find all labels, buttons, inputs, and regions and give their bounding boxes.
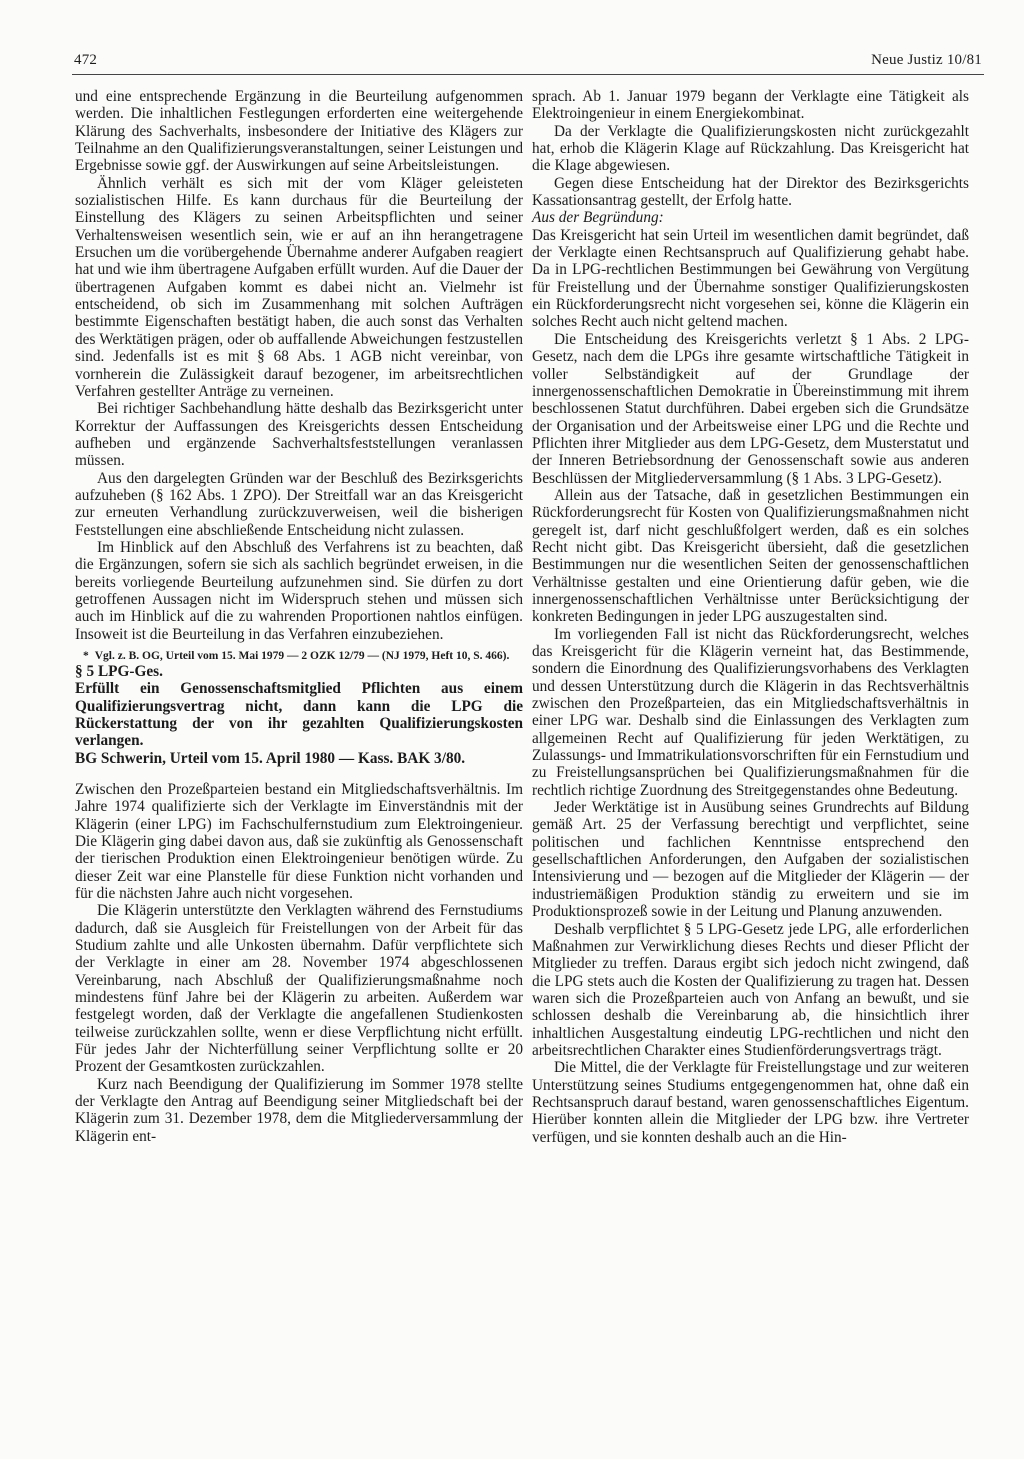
- paragraph: Im vorliegenden Fall ist nicht das Rückforderungsrecht, welches das Kreisgericht für die Klägerin verneint hat, das Bestimmende, sondern die Einordnung des Qualifizierungsvorhabens des Verklagten und dessen Unterstützung durch die Klägerin in das Rechtsverhältnis zwischen den Prozeßparteien, das ein Mitgliedschaftsverhältnis in einer LPG war. Deshalb sind die Einlassungen des Verklagten zum allgemeinen Recht auf Qualifizierung für jeden Werktätigen, zu Zulassungs- und Immatrikulationsvorschriften für ein Fernstudium und zu Freistellungsansprüchen bei Qualifizierungsmaßnahmen für die rechtlich richtige Zuordnung des Streitgegenstandes ohne Bedeutung.: [532, 625, 969, 799]
- paragraph: Die Entscheidung des Kreisgerichts verletzt § 1 Abs. 2 LPG-Gesetz, nach dem die LPGs ihre gesamte wirtschaftliche Tätigkeit in voller Selbständigkeit auf der Grundlage der innergenossenschaftlichen Demokratie in Übereinstimmung mit ihrem beschlossenen Statut durchführen. Dabei ergeben sich die Grundsätze der Organisation und der Arbeitsweise einer LPG und die Rechte und Pflichten ihrer Mitglieder aus dem LPG-Gesetz, dem Musterstatut und der Inneren Betriebsordnung der Genossenschaft sowie aus anderen Beschlüssen der Mitgliederversammlung (§ 1 Abs. 3 LPG-Gesetz).: [532, 330, 969, 487]
- case-paragraph: Kurz nach Beendigung der Qualifizierung im Sommer 1978 stellte der Verklagte den Antrag auf Beendigung seiner Mitgliedschaft bei der Klägerin zum 31. Dezember 1978, dem die Mitgliederversammlung der Klägerin ent-: [75, 1075, 523, 1145]
- case-citation: BG Schwerin, Urteil vom 15. April 1980 — Kass. BAK 3/80.: [75, 749, 466, 767]
- paragraph: Das Kreisgericht hat sein Urteil im wesentlichen damit begründet, daß der Verklagte einen Rechtsanspruch auf Qualifizierung gehabt habe. Da in LPG-rechtlichen Bestimmungen bei Gewährung von Vergütung für Freistellung und der Übernahme sonstiger Qualifizierungskosten ein Rückforderungsrecht nicht vorgesehen sei, könne die Klägerin ein solches Recht auch nicht geltend machen.: [532, 226, 969, 331]
- paragraph: Allein aus der Tatsache, daß in gesetzlichen Bestimmungen ein Rückforderungsrecht für Kosten von Qualifizierungsmaßnahmen nicht geregelt ist, darf nicht geschlußfolgert werden, daß es ein solches Recht nicht gibt. Das Kreisgericht übersieht, daß die gesetzlichen Bestimmungen nur die wesentlichen Seiten der genossenschaftlichen Verhältnisse gestalten und eine Orientierung dafür geben, wie die innergenossenschaftlichen Verhältnisse unter Berücksichtigung der konkreten Bedingungen in jeder LPG auszugestalten sind.: [532, 486, 969, 626]
- left-column: [75, 88, 523, 1145]
- right-column: [532, 88, 969, 1146]
- case-paragraph: Zwischen den Prozeßparteien bestand ein Mitgliedschaftsverhältnis. Im Jahre 1974 qualifizierte sich der Verklagte im Einverständnis mit der Klägerin (einer LPG) im Fachschulfernstudium zum Elektroingenieur. Die Klägerin ging dabei davon aus, daß sie zukünftig als Genossenschaft der tierischen Produktion einen Elektroingenieur benötigen würde. Zu dieser Zeit war eine Planstelle für diese Funktion nicht vorhanden und für die nächsten Jahre auch nicht vorgesehen.: [75, 780, 523, 902]
- paragraph: sprach. Ab 1. Januar 1979 begann der Verklagte eine Tätigkeit als Elektroingenieur in einem Energiekombinat.: [532, 88, 969, 123]
- paragraph: Die Mittel, die der Verklagte für Freistellungstage und zur weiteren Unterstützung seines Studiums entgegengenommen hat, ohne daß ein Rechtsanspruch darauf bestand, waren genossenschaftliches Eigentum. Hierüber konnten allein die Mitglieder der LPG bzw. ihre Vertreter verfügen, und sie konnten deshalb auch an die Hin-: [532, 1059, 969, 1146]
- paragraph: und eine entsprechende Ergänzung in die Beurteilung aufgenommen werden. Die inhaltlichen Festlegungen erforderten eine weitergehende Klärung des Sachverhalts, insbesondere der Initiative des Klägers zur Teilnahme an den Qualifizierungsveranstaltungen, seiner Leistungen und Ergebnisse sowie ggf. der Auswirkungen auf seine Arbeitsleistungen.: [75, 88, 523, 175]
- footnote-text: Vgl. z. B. OG, Urteil vom 15. Mai 1979 — 2 OZK 12/79 — (NJ 1979, Heft 10, S. 466).: [94, 650, 510, 662]
- paragraph: Da der Verklagte die Qualifizierungskosten nicht zurückgezahlt hat, erhob die Klägerin Klage auf Rückzahlung. Das Kreisgericht hat die Klage abgewiesen.: [532, 122, 969, 175]
- page-number: 472: [74, 52, 98, 68]
- header-rule: [72, 74, 984, 75]
- spacer: [75, 767, 523, 781]
- paragraph: Aus den dargelegten Gründen war der Beschluß des Bezirksgerichts aufzuheben (§ 162 Abs. 1 ZPO). Der Streitfall war an das Kreisgericht zur erneuten Verhandlung zurückzuverweisen, weil die bisherigen Feststellungen eine abschließende Entscheidung nicht zulassen.: [75, 469, 523, 539]
- paragraph: Deshalb verpflichtet § 5 LPG-Gesetz jede LPG, alle erforderlichen Maßnahmen zur Verwirklichung dieses Rechts und dieser Pflicht der Mitglieder zu treffen. Daraus ergibt sich jedoch nicht zwingend, daß die LPG stets auch die Kosten der Qualifizierung zu tragen hat. Dessen waren sich die Prozeßparteien auch von Anfang an bewußt, und sie schlossen deshalb die Vereinbarung ab, die hinsichtlich ihrer inhaltlichen Ausgestaltung eindeutig LPG-rechtlichen und nicht den arbeitsrechtlichen Charakter eines Studienförderungsvertrags trägt.: [532, 920, 969, 1059]
- headnote: Erfüllt ein Genossenschaftsmitglied Pflichten aus einem Qualifizierungsvertrag nicht, dann kann die LPG die Rückerstattung der von ihr gezahlten Qualifizierungskosten verlangen.: [75, 680, 523, 750]
- footnote-mark: *: [83, 650, 89, 662]
- paragraph: Bei richtiger Sachbehandlung hätte deshalb das Bezirksgericht unter Korrektur der Auffassungen des Kreisgerichts dessen Entscheidung aufheben und ergänzende Sachverhaltsfeststellungen veranlassen müssen.: [75, 400, 523, 470]
- journal-issue: Neue Justiz 10/81: [871, 52, 982, 68]
- paragraph: Gegen diese Entscheidung hat der Direktor des Bezirksgerichts Kassationsantrag gestellt, der Erfolg hatte.: [532, 174, 969, 210]
- paragraph: Ähnlich verhält es sich mit der vom Kläger geleisteten sozialistischen Hilfe. Es kann durchaus für die Beurteilung der Einstellung des Klägers zu seinen Arbeitspflichten und seiner Verhaltensweisen wesentlich sein, wie er auf an ihn herangetragene Ersuchen um die vorübergehende Übernahme anderer Aufgaben reagiert hat und wie ihm übertragene Aufgaben erfüllt wurden. Auf die Dauer der übertragenen Aufgaben kommt es dabei nicht an. Vielmehr ist entscheidend, ob sich im Zusammenhang mit solchen Aufträgen bestimmte Eigenschaften bestätigt haben, die auch sonst das Verhalten des Werktätigen prägen, oder ob auffallende Abweichungen festzustellen sind. Jedenfalls ist es mit § 68 Abs. 1 AGB nicht vereinbar, von vornherein die Zulässigkeit darauf bezogener, im arbeitsrechtlichen Verfahren gestellter Anträge zu verneinen.: [75, 174, 523, 400]
- footnote: [75, 643, 523, 663]
- subheading: Aus der Begründung:: [532, 209, 664, 227]
- case-paragraph: Die Klägerin unterstützte den Verklagten während des Fernstudiums dadurch, daß sie Ausgleich für Freistellungen von der Arbeit für das Studium zahlte und alle Unkosten übernahm. Dafür verpflichtete sich der Verklagte in einer am 28. November 1974 abgeschlossenen Vereinbarung, nach Abschluß der Qualifizierungsmaßnahme noch mindestens fünf Jahre bei der Klägerin zu arbeiten. Außerdem war festgelegt worden, daß der Verklagte die angefallenen Studienkosten teilweise zurückzahlen sollte, wenn er diese Verpflichtung nicht erfüllt. Für jedes Jahr der Nichterfüllung seiner Verpflichtung sollte er 20 Prozent der Gesamtkosten zurückzahlen.: [75, 902, 523, 1076]
- paragraph: Jeder Werktätige ist in Ausübung seines Grundrechts auf Bildung gemäß Art. 25 der Verfassung berechtigt und verpflichtet, seine politischen und fachlichen Kenntnisse entsprechend den gesellschaftlichen Anforderungen, den Aufgaben der sozialistischen Intensivierung und — bezogen auf die Mitglieder der Klägerin — der industriemäßigen Produktion ständig zu erweitern und sie im Produktionsprozeß sowie in der Leitung und Planung anzuwenden.: [532, 799, 969, 921]
- paragraph: Im Hinblick auf den Abschluß des Verfahrens ist zu beachten, daß die Ergänzungen, sofern sie sich als sachlich begründet erweisen, in die bereits vorliegende Beurteilung aufzunehmen sind. Sie dürfen zu dort getroffenen Aussagen nicht im Widerspruch stehen und müssen sich auch im Hinblick auf die zu wahrenden Proportionen nahtlos einfügen. Insoweit ist die Beurteilung in das Verfahren einzubeziehen.: [75, 538, 523, 643]
- section-title: § 5 LPG-Ges.: [75, 663, 163, 680]
